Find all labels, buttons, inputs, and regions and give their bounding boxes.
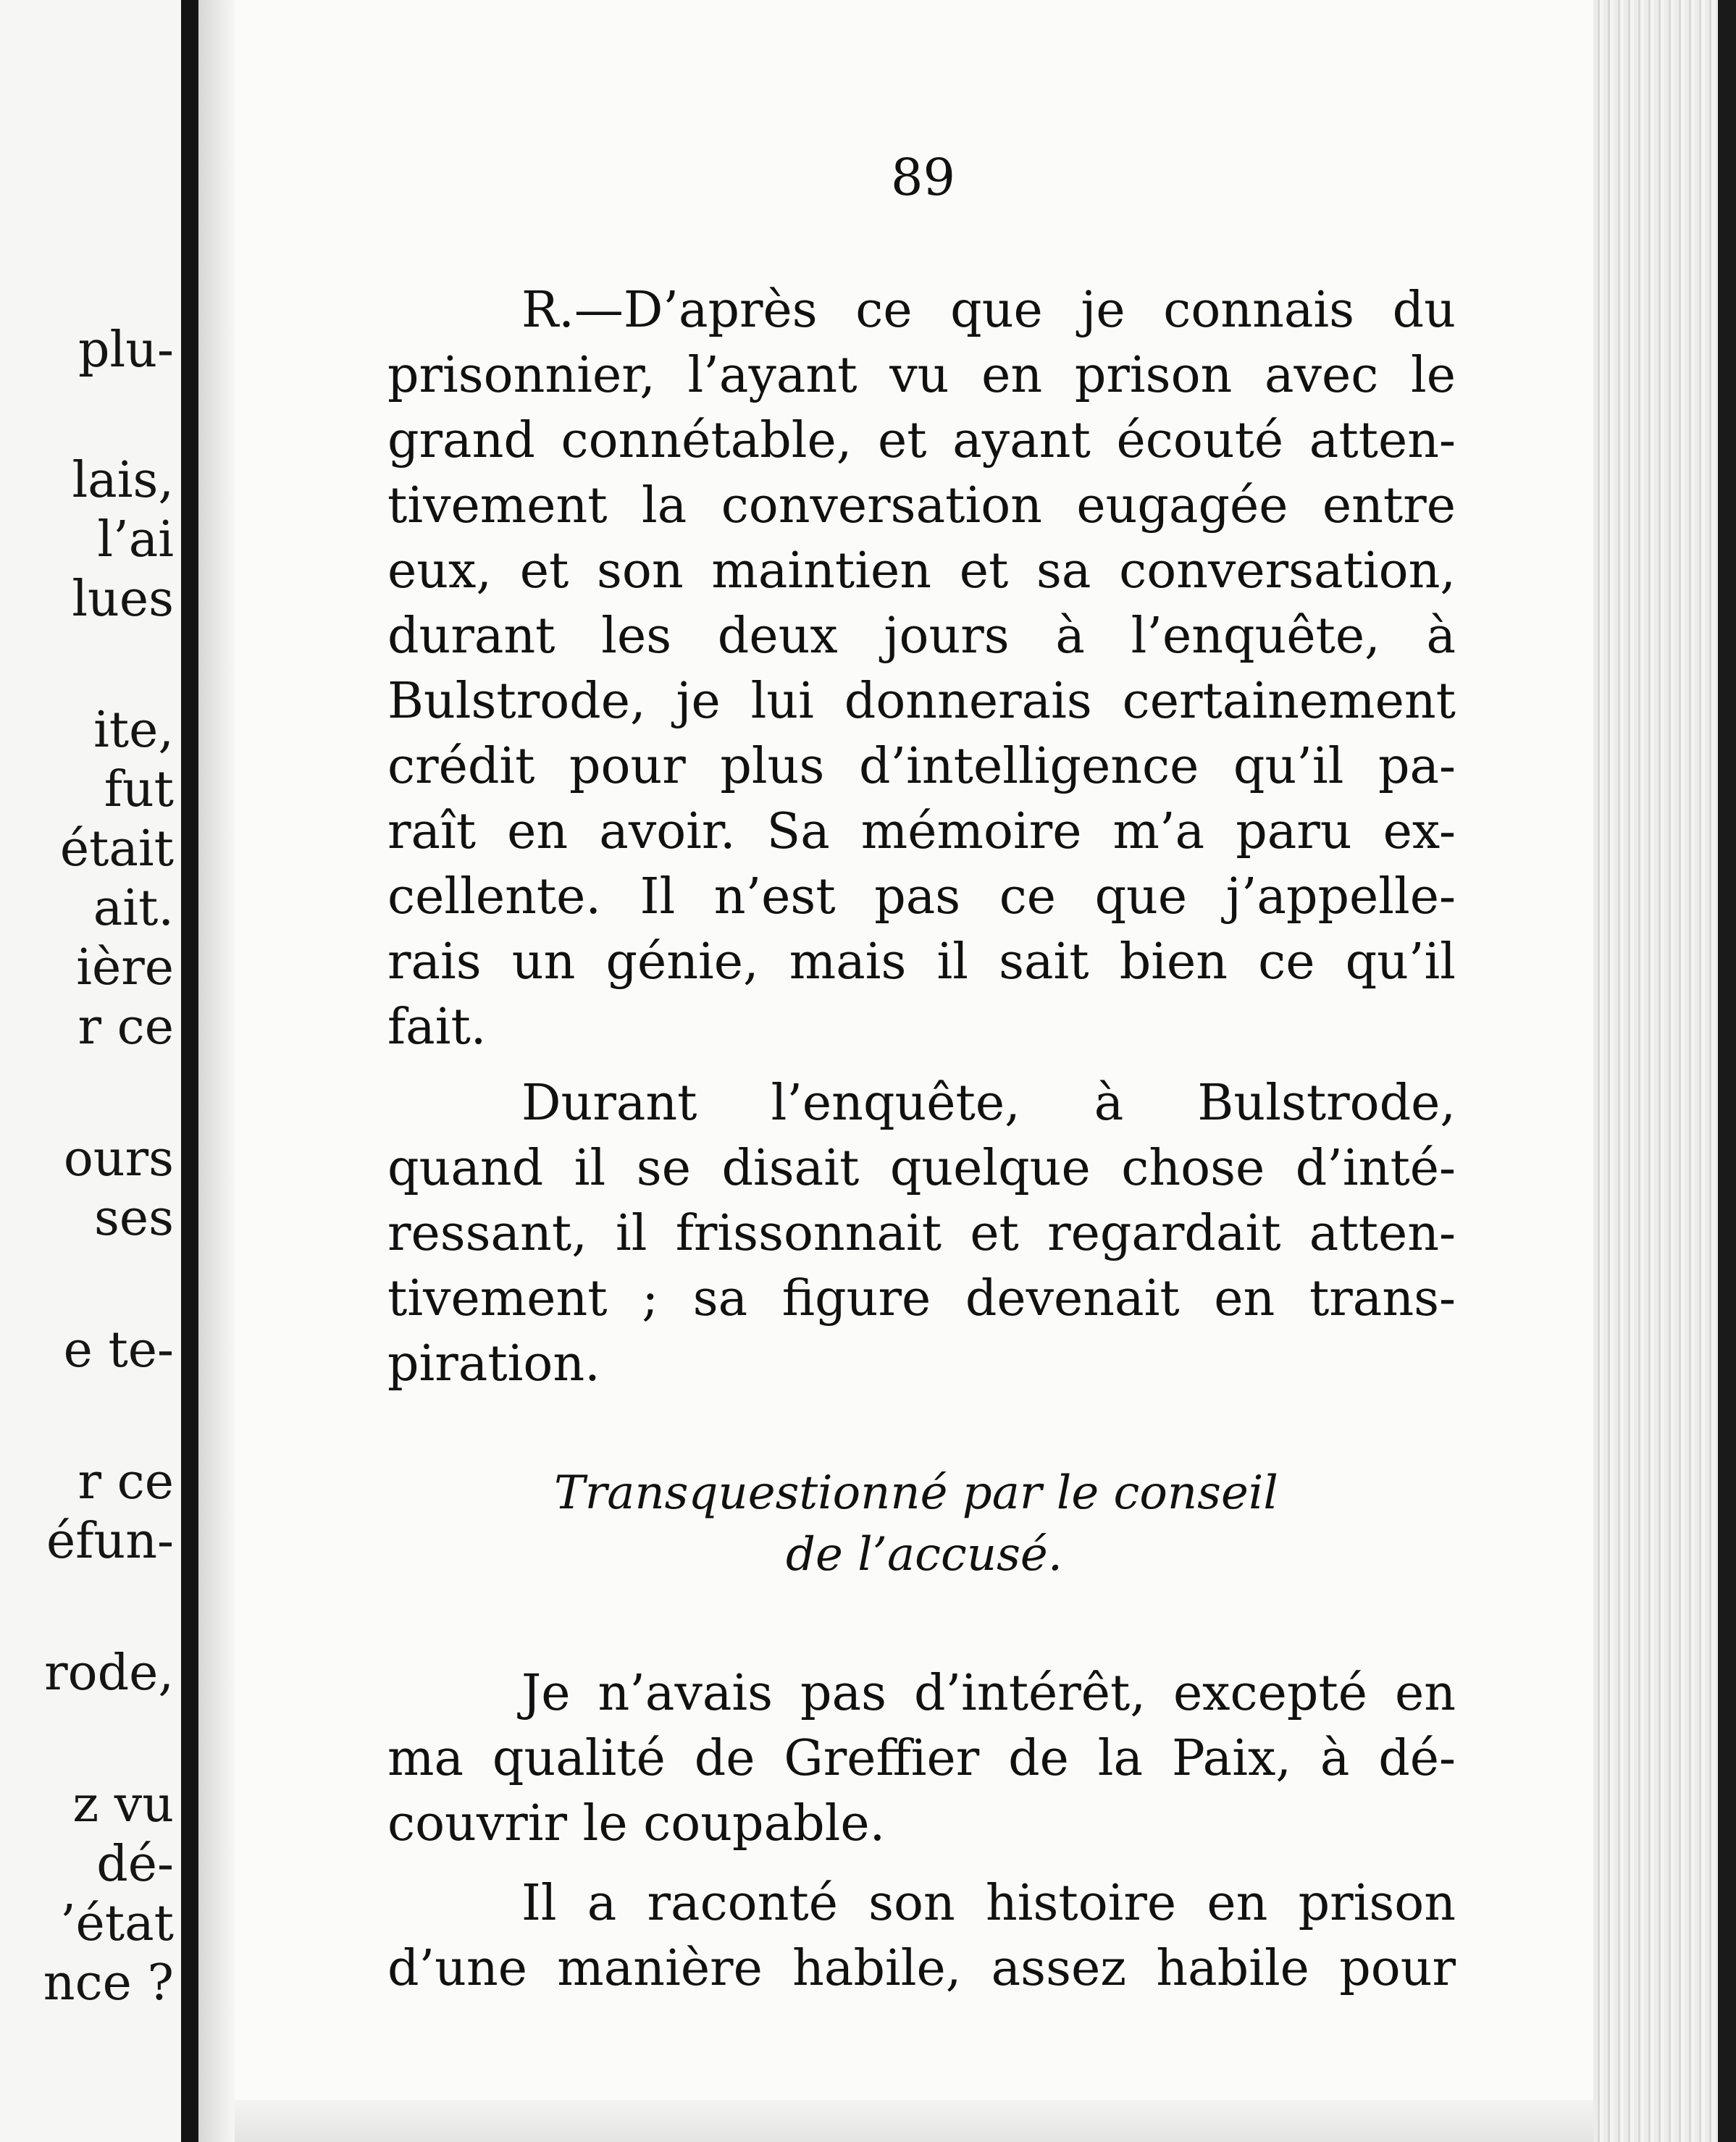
text-line: durant les deux jours à l’enquête, à bbox=[387, 608, 1456, 665]
left-fragment-line: rode, bbox=[44, 1645, 174, 1702]
text-line: Durant l’enquête, à Bulstrode, bbox=[521, 1075, 1456, 1132]
text-line: prisonnier, l’ayant vu en prison avec le bbox=[387, 347, 1456, 404]
text-line: eux, et son maintien et sa conversation, bbox=[387, 542, 1456, 600]
left-fragment-line: ses bbox=[93, 1190, 174, 1247]
text-line: Bulstrode, je lui donnerais certainement bbox=[387, 673, 1456, 730]
left-fragment-line: était bbox=[59, 820, 174, 878]
left-fragment-line: fut bbox=[104, 761, 174, 818]
left-fragment-line: ait. bbox=[93, 880, 174, 937]
gutter-shadow bbox=[198, 0, 235, 2142]
text-line: crédit pour plus d’intelligence qu’il pa- bbox=[387, 738, 1456, 795]
left-fragment-line: dé- bbox=[96, 1836, 174, 1893]
left-fragment-line: e te- bbox=[63, 1322, 174, 1379]
text-line: Je n’avais pas d’intérêt, excepté en bbox=[521, 1665, 1456, 1722]
left-fragment-line: ière bbox=[76, 939, 174, 996]
left-fragment-line: lues bbox=[72, 571, 174, 628]
bottom-margin-shadow bbox=[235, 2100, 1593, 2142]
text-line: tivement ; sa figure devenait en trans- bbox=[387, 1270, 1456, 1327]
text-line: d’une manière habile, assez habile pour bbox=[387, 1940, 1456, 1997]
left-fragment-line: ite, bbox=[93, 702, 174, 759]
left-fragment-line: r ce bbox=[77, 999, 174, 1056]
page-number: 89 bbox=[891, 148, 956, 207]
text-line: tivement la conversation eugagée entre bbox=[387, 477, 1456, 534]
text-line: quand il se disait quelque chose d’inté- bbox=[387, 1140, 1456, 1197]
left-fragment-line: ours bbox=[63, 1130, 174, 1188]
left-fragment-line: lais, bbox=[72, 452, 174, 509]
text-line: ma qualité de Greffier de la Paix, à dé- bbox=[387, 1730, 1456, 1787]
left-fragment-line: éfun- bbox=[46, 1513, 174, 1570]
left-fragment-line: l’ai bbox=[97, 511, 174, 568]
left-fragment-line: z vu bbox=[72, 1776, 174, 1834]
text-line: ressant, il frissonnait et regardait atten- bbox=[387, 1205, 1456, 1262]
book-gutter bbox=[181, 0, 198, 2142]
text-line: raît en avoir. Sa mémoire m’a paru ex- bbox=[387, 803, 1456, 860]
left-fragment-line: nce ? bbox=[43, 1954, 174, 2012]
text-line: fait. bbox=[387, 999, 487, 1056]
text-line: Il a raconté son histoire en prison bbox=[521, 1875, 1456, 1932]
left-fragment-line: r ce bbox=[77, 1453, 174, 1511]
book-edge-shadow bbox=[1718, 0, 1736, 2142]
left-fragment-line: ’état bbox=[59, 1895, 174, 1952]
page-edges bbox=[1593, 0, 1736, 2142]
text-line: piration. bbox=[387, 1335, 600, 1393]
left-fragment-line: plu- bbox=[77, 322, 174, 379]
text-line: rais un génie, mais il sait bien ce qu’il bbox=[387, 933, 1456, 991]
section-heading-line: Transquestionné par le conseil bbox=[554, 1466, 1278, 1520]
text-line: R.—D’après ce que je connais du bbox=[521, 282, 1456, 339]
text-line: grand connétable, et ayant écouté atten- bbox=[387, 412, 1456, 469]
text-line: couvrir le coupable. bbox=[387, 1795, 886, 1852]
section-heading-line: de l’accusé. bbox=[786, 1528, 1063, 1582]
text-line: cellente. Il n’est pas ce que j’appelle- bbox=[387, 868, 1456, 925]
left-page-fragment bbox=[0, 0, 181, 2142]
